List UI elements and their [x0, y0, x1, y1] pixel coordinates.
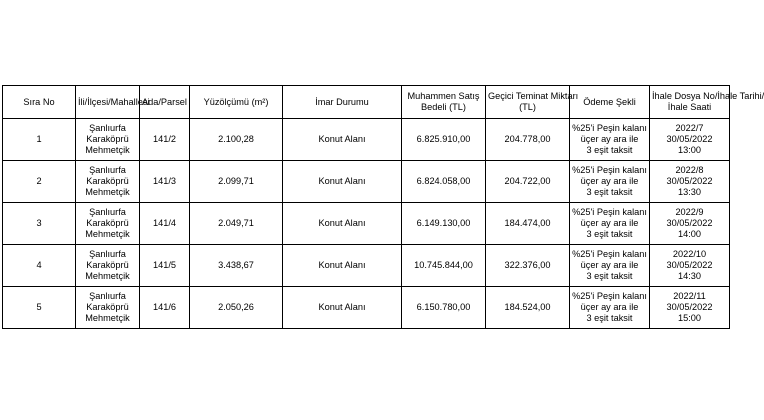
table-header-row [3, 86, 730, 119]
cell-line: üçer ay ara ile [580, 302, 639, 313]
cell-line: 2022/11 [673, 291, 706, 302]
cell-line: 30/05/2022 [666, 302, 713, 313]
cell-location [76, 203, 140, 245]
cell-tender-info [650, 203, 730, 245]
cell-price: 6.150.780,00 [402, 287, 486, 329]
cell-line: Karaköprü [86, 134, 129, 145]
cell-tender-info [650, 161, 730, 203]
cell-line: %25'i Peşin kalanı [572, 165, 647, 176]
header-line: Yüzölçümü (m²) [203, 96, 269, 107]
cell-deposit: 204.722,00 [486, 161, 570, 203]
header-line: Geçici Teminat Miktarı [488, 91, 579, 102]
cell-deposit: 184.524,00 [486, 287, 570, 329]
cell-line: üçer ay ara ile [580, 260, 639, 271]
cell-price: 6.824.058,00 [402, 161, 486, 203]
cell-line: 30/05/2022 [666, 218, 713, 229]
cell-line: Şanlıurfa [89, 207, 126, 218]
cell-line: 2022/10 [672, 249, 707, 260]
cell-line: 3 eşit taksit [586, 144, 633, 155]
cell-zoning: Konut Alanı [283, 161, 402, 203]
header-parcel [140, 86, 190, 119]
cell-line: Şanlıurfa [89, 123, 126, 134]
header-line: (TL) [519, 102, 536, 112]
header-payment [570, 86, 650, 119]
cell-line: 14:30 [678, 270, 701, 281]
cell-line: Mehmetçik [85, 186, 130, 197]
cell-payment [570, 119, 650, 161]
cell-parcel: 141/4 [140, 203, 190, 245]
cell-price: 10.745.844,00 [402, 245, 486, 287]
cell-sira-no: 1 [3, 119, 76, 161]
cell-line: 14:00 [678, 228, 701, 239]
header-price [402, 86, 486, 119]
cell-line: Şanlıurfa [89, 249, 126, 260]
cell-line: 15:00 [678, 312, 701, 323]
cell-zoning: Konut Alanı [283, 203, 402, 245]
header-line: Bedeli (TL) [421, 102, 466, 112]
header-line: İhale Saati [667, 102, 712, 112]
table-row [3, 161, 730, 203]
cell-line: Şanlıurfa [89, 291, 126, 302]
cell-parcel: 141/6 [140, 287, 190, 329]
cell-area: 3.438,67 [190, 245, 283, 287]
cell-line: 30/05/2022 [666, 134, 713, 145]
cell-line: 13:00 [678, 144, 701, 155]
cell-area: 2.099,71 [190, 161, 283, 203]
cell-line: %25'i Peşin kalanı [572, 291, 647, 302]
cell-sira-no: 4 [3, 245, 76, 287]
table-row [3, 245, 730, 287]
cell-line: üçer ay ara ile [580, 134, 639, 145]
table-row [3, 287, 730, 329]
cell-line: %25'i Peşin kalanı [572, 249, 647, 260]
cell-deposit: 322.376,00 [486, 245, 570, 287]
cell-parcel: 141/2 [140, 119, 190, 161]
cell-line: üçer ay ara ile [580, 218, 639, 229]
header-line: Ödeme Şekli [583, 96, 636, 107]
table-row [3, 119, 730, 161]
header-sira-no [3, 86, 76, 119]
header-tender-info [650, 86, 764, 119]
cell-line: 3 eşit taksit [586, 312, 633, 323]
header-line: İmar Durumu [315, 96, 369, 107]
cell-location [76, 161, 140, 203]
table-row [3, 203, 730, 245]
cell-location [76, 119, 140, 161]
cell-line: 3 eşit taksit [586, 270, 633, 281]
cell-line: %25'i Peşin kalanı [572, 207, 647, 218]
cell-line: Karaköprü [86, 218, 129, 229]
header-location [76, 86, 150, 119]
cell-parcel: 141/3 [140, 161, 190, 203]
cell-price: 6.825.910,00 [402, 119, 486, 161]
cell-line: üçer ay ara ile [580, 176, 639, 187]
cell-zoning: Konut Alanı [283, 287, 402, 329]
header-zoning [283, 86, 402, 119]
cell-sira-no: 3 [3, 203, 76, 245]
cell-zoning: Konut Alanı [283, 245, 402, 287]
tender-table [2, 85, 764, 329]
cell-line: 30/05/2022 [666, 176, 713, 187]
cell-line: Mehmetçik [85, 228, 130, 239]
cell-deposit: 204.778,00 [486, 119, 570, 161]
header-line: İhale Dosya No/İhale Tarihi/ [652, 91, 764, 102]
cell-location [76, 245, 140, 287]
cell-line: Mehmetçik [85, 312, 130, 323]
cell-line: 3 eşit taksit [586, 186, 633, 197]
header-line: İli/İlçesi/Mahallesi [78, 96, 150, 107]
cell-deposit: 184.474,00 [486, 203, 570, 245]
cell-zoning: Konut Alanı [283, 119, 402, 161]
header-line: Sıra No [23, 96, 55, 107]
header-line: Muhammen Satış [407, 91, 480, 102]
cell-area: 2.100,28 [190, 119, 283, 161]
cell-line: 30/05/2022 [666, 260, 713, 271]
cell-line: Karaköprü [86, 176, 129, 187]
cell-line: Mehmetçik [85, 270, 130, 281]
cell-tender-info [650, 119, 730, 161]
cell-line: 3 eşit taksit [586, 228, 633, 239]
cell-line: %25'i Peşin kalanı [572, 123, 647, 134]
cell-sira-no: 5 [3, 287, 76, 329]
cell-line: Karaköprü [86, 302, 129, 313]
cell-line: 2022/7 [675, 123, 704, 134]
cell-payment [570, 161, 650, 203]
cell-tender-info [650, 245, 730, 287]
cell-parcel: 141/5 [140, 245, 190, 287]
cell-sira-no: 2 [3, 161, 76, 203]
cell-line: Karaköprü [86, 260, 129, 271]
header-area [190, 86, 283, 119]
header-line: Ada/Parsel [142, 96, 187, 107]
cell-area: 2.049,71 [190, 203, 283, 245]
cell-line: 13:30 [678, 186, 701, 197]
cell-line: 2022/8 [675, 165, 704, 176]
cell-payment [570, 203, 650, 245]
cell-line: Mehmetçik [85, 144, 130, 155]
cell-area: 2.050,26 [190, 287, 283, 329]
cell-payment [570, 287, 650, 329]
cell-payment [570, 245, 650, 287]
cell-tender-info [650, 287, 730, 329]
cell-line: 2022/9 [675, 207, 704, 218]
header-deposit [486, 86, 579, 119]
cell-price: 6.149.130,00 [402, 203, 486, 245]
cell-location [76, 287, 140, 329]
cell-line: Şanlıurfa [89, 165, 126, 176]
